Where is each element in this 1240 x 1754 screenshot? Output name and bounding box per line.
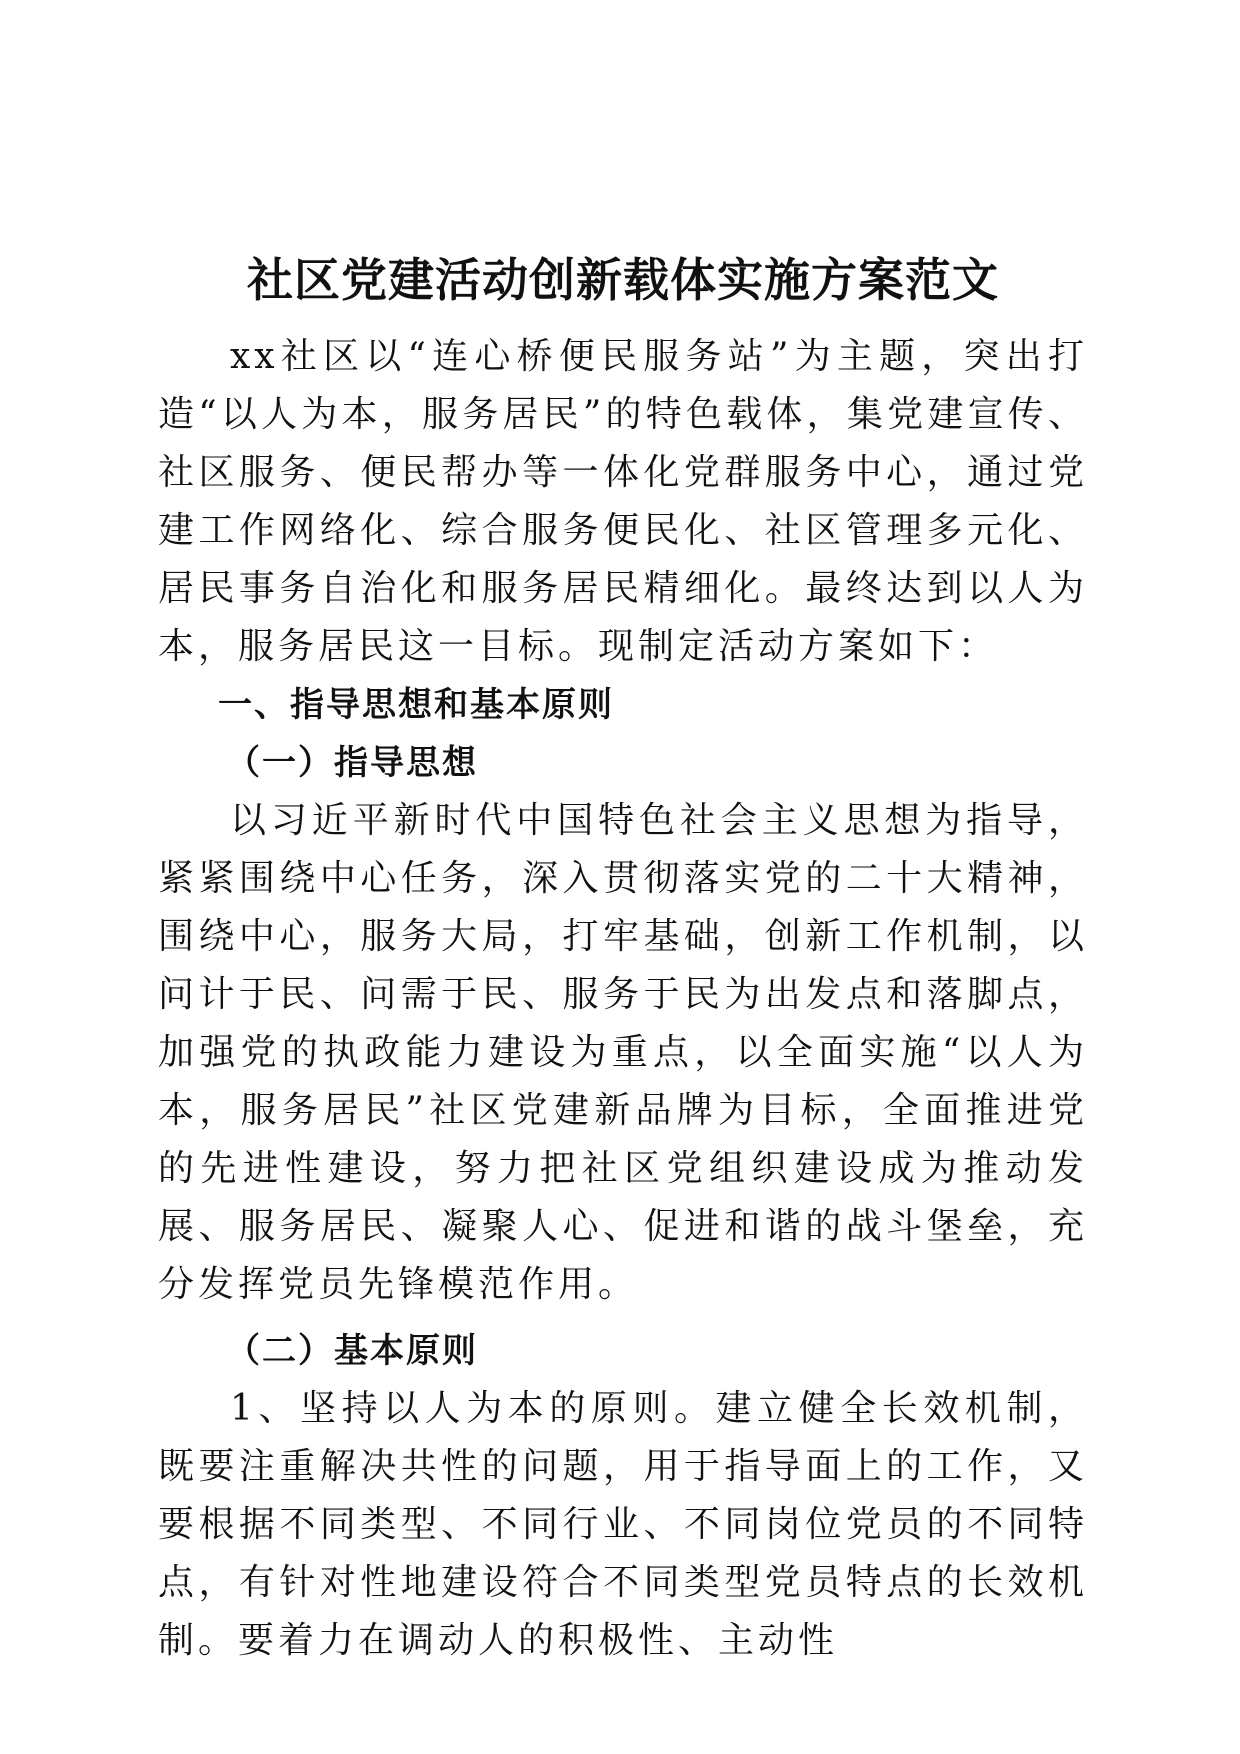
section-heading-guiding-principles: 一、指导思想和基本原则 xyxy=(218,685,614,725)
document-page xyxy=(158,252,1088,1670)
subsection-heading-guiding-ideology: （一）指导思想 xyxy=(226,743,478,783)
subsection-heading-basic-principles: （二）基本原则 xyxy=(226,1331,478,1371)
document-title: 社区党建活动创新载体实施方案范文 xyxy=(247,253,999,307)
principle-1-paragraph: 1、坚持以人为本的原则。建立健全长效机制，既要注重解决共性的问题，用于指导面上的工作，又要根据不同类型、不同行业、不同岗位党员的不同特点，有针对性地建设符合不同类型党员特点的长效机制。要着力在调动人的积极性、主动性 xyxy=(158,1388,1088,1661)
intro-paragraph: xx社区以“连心桥便民服务站”为主题，突出打造“以人为本，服务居民”的特色载体，集党建宣传、社区服务、便民帮办等一体化党群服务中心，通过党建工作网络化、综合服务便民化、社区管理多元化、居民事务自治化和服务居民精细化。最终达到以人为本，服务居民这一目标。现制定活动方案如下： xyxy=(158,336,1088,667)
guiding-ideology-paragraph: 以习近平新时代中国特色社会主义思想为指导，紧紧围绕中心任务，深入贯彻落实党的二十大精神，围绕中心，服务大局，打牢基础，创新工作机制，以问计于民、问需于民、服务于民为出发点和落脚点，加强党的执政能力建设为重点，以全面实施“以人为本，服务居民”社区党建新品牌为目标，全面推进党的先进性建设，努力把社区党组织建设成为推动发展、服务居民、凝聚人心、促进和谐的战斗堡垒，充分发挥党员先锋模范作用。 xyxy=(158,800,1088,1305)
